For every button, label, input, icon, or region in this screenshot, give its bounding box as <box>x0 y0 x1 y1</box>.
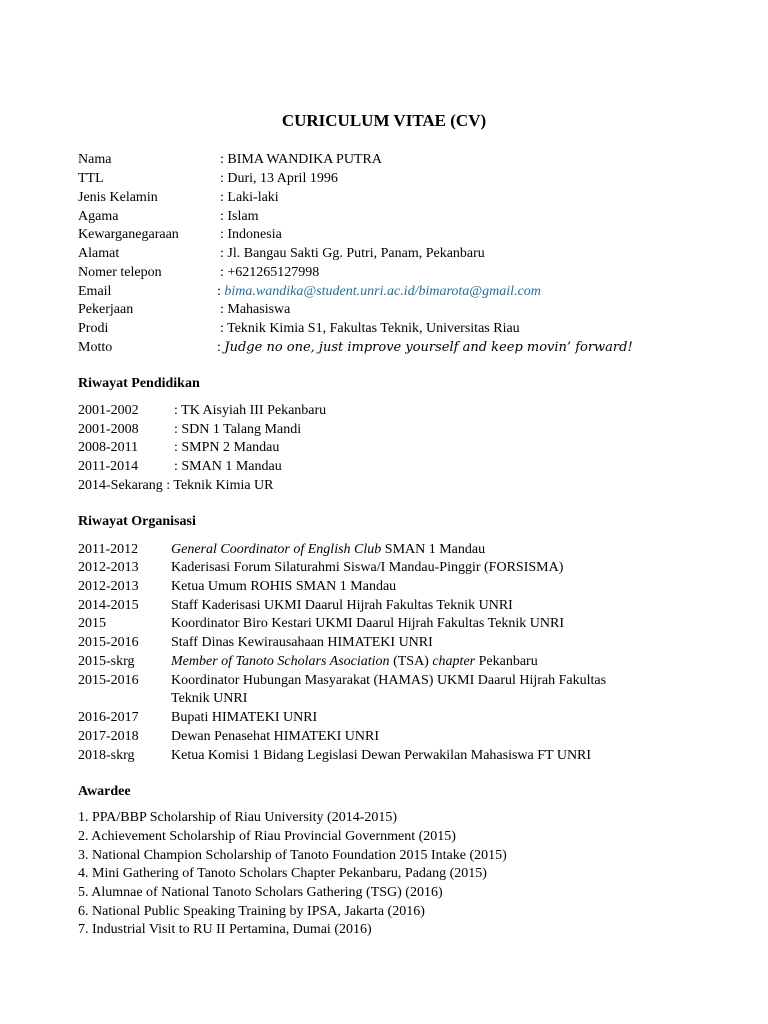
awardee-item: 5. Alumnae of National Tanoto Scholars Gathering (TSG) (2016) <box>78 885 443 900</box>
document-title: CURICULUM VITAE (CV) <box>281 111 487 130</box>
awardee-item: 4. Mini Gathering of Tanoto Scholars Chapter Pekanbaru, Padang (2015) <box>78 866 487 881</box>
organization-role: Staff Dinas Kewirausahaan HIMATEKI UNRI <box>171 635 433 650</box>
organization-year: 2012-2013 <box>78 579 139 594</box>
organization-year: 2011-2012 <box>78 542 139 557</box>
education-school: : SMAN 1 Mandau <box>174 459 282 474</box>
organization-role <box>171 540 485 559</box>
awardee-item: 3. National Champion Scholarship of Tanoto Foundation 2015 Intake (2015) <box>78 848 507 863</box>
education-school: : SDN 1 Talang Mandi <box>174 422 302 437</box>
awardee-heading: Awardee <box>78 784 131 799</box>
field-value: : +621265127998 <box>220 265 320 280</box>
field-label: Nomer telepon <box>78 265 162 280</box>
field-value: : Laki-laki <box>220 190 279 205</box>
organization-role: Ketua Komisi 1 Bidang Legislasi Dewan Perwakilan Mahasiswa FT UNRI <box>171 748 592 763</box>
role-text: Pekanbaru <box>475 654 538 669</box>
organization-year: 2015-2016 <box>78 673 139 688</box>
role-text: SMAN 1 Mandau <box>381 542 486 557</box>
organization-role <box>171 652 538 671</box>
field-value: : Indonesia <box>220 227 282 242</box>
education-year: 2011-2014 <box>78 459 139 474</box>
field-value <box>217 282 541 301</box>
field-label: Motto <box>78 340 113 355</box>
organization-role: Ketua Umum ROHIS SMAN 1 Mandau <box>171 579 397 594</box>
awardee-item: 1. PPA/BBP Scholarship of Riau University (2014-2015) <box>78 810 398 825</box>
awardee-item: 6. National Public Speaking Training by IPSA, Jakarta (2016) <box>78 904 425 919</box>
organization-year: 2012-2013 <box>78 560 139 575</box>
field-value: : Jl. Bangau Sakti Gg. Putri, Panam, Pekanbaru <box>220 246 485 261</box>
organization-year: 2017-2018 <box>78 729 139 744</box>
field-value: : Teknik Kimia S1, Fakultas Teknik, Universitas Riau <box>220 321 520 336</box>
role-italic: Member of Tanoto Scholars Asociation <box>171 654 390 669</box>
education-year: 2001-2002 <box>78 403 139 418</box>
awardee-item: 7. Industrial Visit to RU II Pertamina, Dumai (2016) <box>78 922 372 937</box>
organization-year: 2015-2016 <box>78 635 139 650</box>
education-year: 2008-2011 <box>78 440 139 455</box>
field-label: Alamat <box>78 246 120 261</box>
organization-role: Kaderisasi Forum Silaturahmi Siswa/I Mandau-Pinggir (FORSISMA) <box>171 560 564 575</box>
field-label: Kewarganegaraan <box>78 227 179 242</box>
email-link[interactable]: bima.wandika@student.unri.ac.id/bimarota@gmail.com <box>224 284 541 299</box>
organization-role: Staff Kaderisasi UKMI Daarul Hijrah Fakultas Teknik UNRI <box>171 598 513 613</box>
education-year: 2014-Sekarang : Teknik Kimia UR <box>78 478 274 493</box>
field-label: Jenis Kelamin <box>78 190 158 205</box>
field-label: Nama <box>78 152 112 167</box>
motto-text: Judge no one, just improve yourself and keep movin’ forward! <box>224 340 633 355</box>
organization-year: 2015 <box>78 616 106 631</box>
organization-year: 2014-2015 <box>78 598 139 613</box>
organization-heading: Riwayat Organisasi <box>78 514 196 529</box>
organization-role: Koordinator Hubungan Masyarakat (HAMAS) UKMI Daarul Hijrah Fakultas <box>171 673 607 688</box>
field-value: : BIMA WANDIKA PUTRA <box>220 152 382 167</box>
education-heading: Riwayat Pendidikan <box>78 376 200 391</box>
organization-year: 2018-skrg <box>78 748 135 763</box>
field-value: : Islam <box>220 209 259 224</box>
field-label: Email <box>78 284 112 299</box>
education-school: : TK Aisyiah III Pekanbaru <box>174 403 327 418</box>
field-label: TTL <box>78 171 104 186</box>
organization-role-line2: Teknik UNRI <box>171 691 248 706</box>
organization-year: 2015-skrg <box>78 654 135 669</box>
organization-role: Koordinator Biro Kestari UKMI Daarul Hijrah Fakultas Teknik UNRI <box>171 616 565 631</box>
education-school: : SMPN 2 Mandau <box>174 440 280 455</box>
field-label: Agama <box>78 209 119 224</box>
organization-year: 2016-2017 <box>78 710 139 725</box>
role-italic: General Coordinator of English Club <box>171 542 382 557</box>
role-italic: chapter <box>432 654 476 669</box>
education-year: 2001-2008 <box>78 422 139 437</box>
field-value: : Mahasiswa <box>220 302 291 317</box>
field-label: Prodi <box>78 321 109 336</box>
field-label: Pekerjaan <box>78 302 134 317</box>
awardee-item: 2. Achievement Scholarship of Riau Provincial Government (2015) <box>78 829 456 844</box>
organization-role: Bupati HIMATEKI UNRI <box>171 710 318 725</box>
field-value: : Duri, 13 April 1996 <box>220 171 338 186</box>
field-value <box>217 338 633 357</box>
field-separator: : <box>217 284 225 299</box>
field-separator: : <box>217 340 225 355</box>
role-text: (TSA) <box>389 654 433 669</box>
organization-role: Dewan Penasehat HIMATEKI UNRI <box>171 729 380 744</box>
